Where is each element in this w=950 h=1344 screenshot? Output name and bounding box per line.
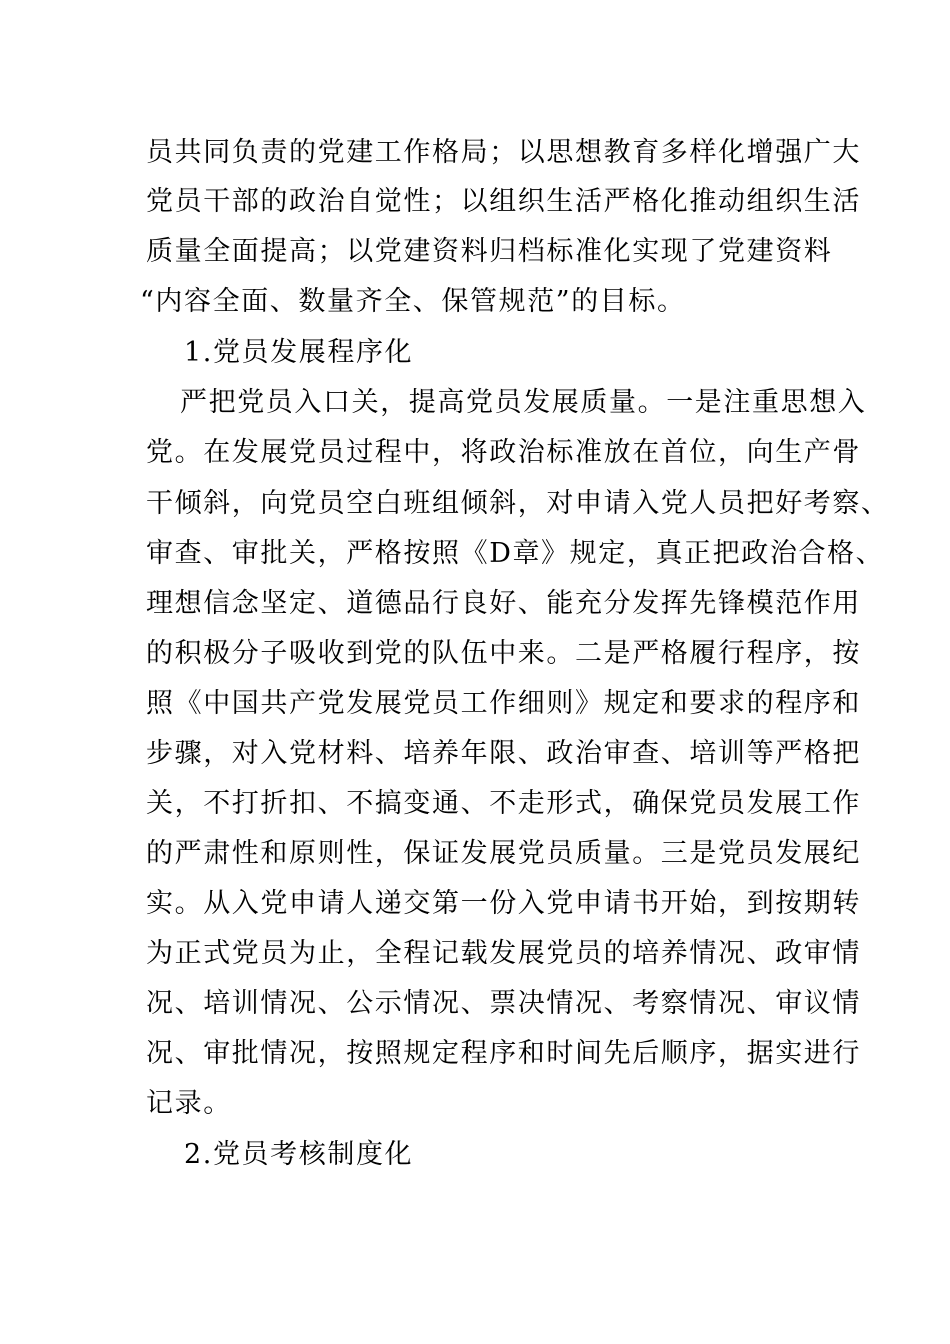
section-heading: 1.党员发展程序化 — [184, 337, 414, 368]
paragraph-line: 党员干部的政治自觉性；以组织生活严格化推动组织生活 — [146, 186, 861, 217]
paragraph-line: 严把党员入口关，提高党员发展质量。一是注重思想入 — [180, 387, 867, 418]
paragraph-line: “内容全面、数量齐全、保管规范”的目标。 — [140, 286, 686, 317]
paragraph-line: 况、审批情况，按照规定程序和时间先后顺序，据实进行 — [146, 1038, 861, 1069]
paragraph-line: 审查、审批关，严格按照《D章》规定，真正把政治合格、 — [146, 538, 885, 569]
paragraph-line: 的积极分子吸收到党的队伍中来。二是严格履行程序，按 — [146, 638, 861, 669]
paragraph-line: 干倾斜，向党员空白班组倾斜，对申请入党人员把好考察、 — [146, 488, 890, 519]
paragraph-line: 质量全面提高；以党建资料归档标准化实现了党建资料 — [146, 236, 833, 267]
paragraph-line: 关，不打折扣、不搞变通、不走形式，确保党员发展工作 — [146, 788, 861, 819]
paragraph-line: 为正式党员为止，全程记载发展党员的培养情况、政审情 — [146, 938, 861, 969]
paragraph-line: 步骤，对入党材料、培养年限、政治审查、培训等严格把 — [146, 738, 861, 769]
section-heading: 2.党员考核制度化 — [184, 1139, 414, 1170]
paragraph-line: 照《中国共产党发展党员工作细则》规定和要求的程序和 — [146, 688, 861, 719]
paragraph-line: 况、培训情况、公示情况、票决情况、考察情况、审议情 — [146, 988, 861, 1019]
paragraph-line: 记录。 — [146, 1088, 232, 1119]
paragraph-line: 理想信念坚定、道德品行良好、能充分发挥先锋模范作用 — [146, 588, 861, 619]
paragraph-line: 的严肃性和原则性，保证发展党员质量。三是党员发展纪 — [146, 838, 861, 869]
paragraph-line: 实。从入党申请人递交第一份入党申请书开始，到按期转 — [146, 888, 861, 919]
paragraph-line: 党。在发展党员过程中，将政治标准放在首位，向生产骨 — [146, 437, 861, 468]
paragraph-line: 员共同负责的党建工作格局；以思想教育多样化增强广大 — [146, 137, 861, 168]
